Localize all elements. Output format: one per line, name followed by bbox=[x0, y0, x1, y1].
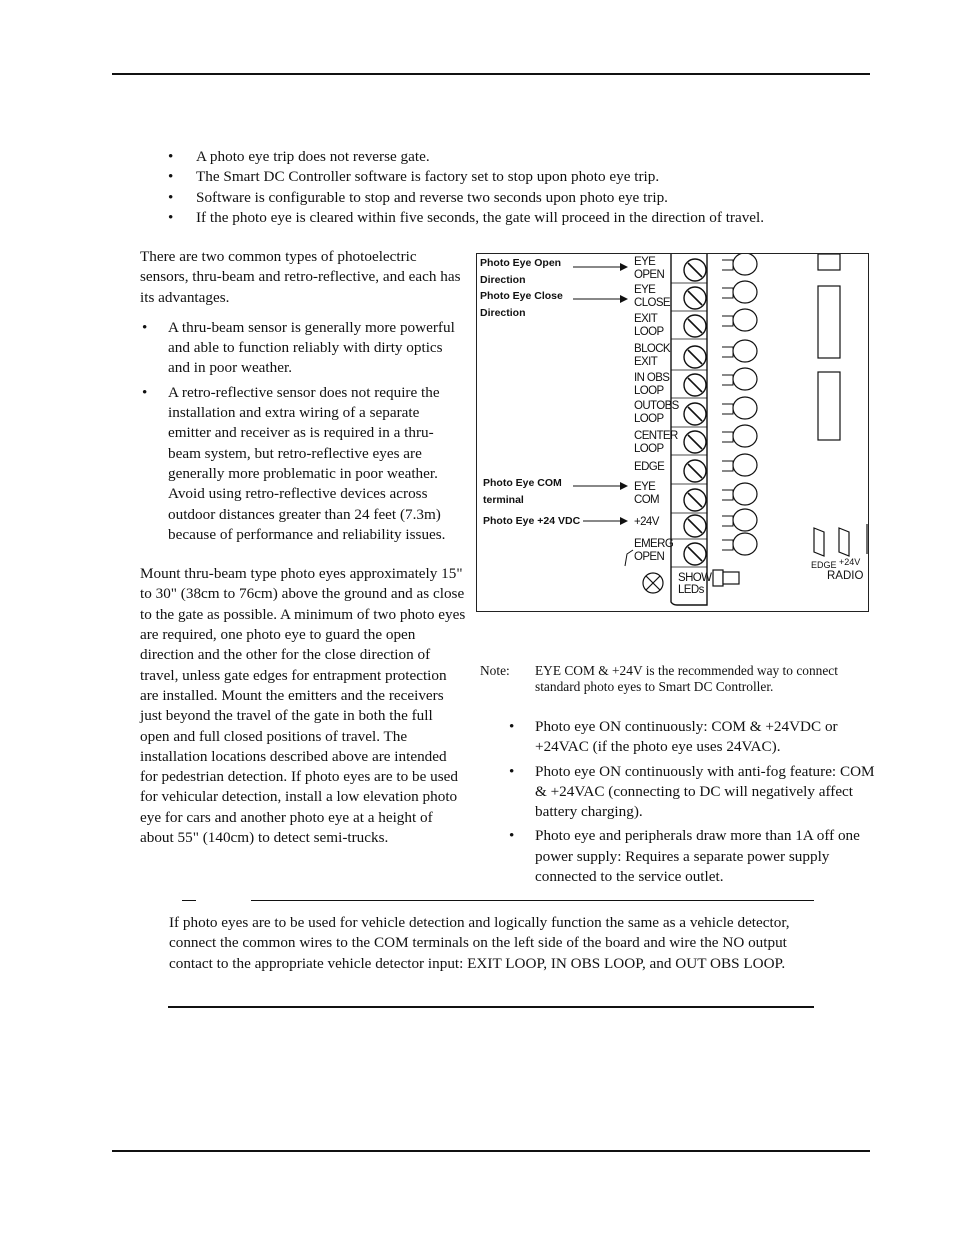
bullet-icon: • bbox=[509, 762, 515, 780]
capacitor-icon bbox=[733, 368, 757, 390]
bullet-icon: • bbox=[509, 718, 515, 735]
capacitor-lead bbox=[722, 260, 733, 270]
terminal-diagram bbox=[476, 253, 869, 612]
mounting-paragraph: Mount thru-beam type photo eyes approximately 15" to 30" (38cm to 76cm) above the ground and as close to the gate as possible. A minimum of two photo eyes are required, one photo eye to guard the open direction and the other for the close direction of travel, unless gate edges for entrapment protection are installed. Mount the emitters and the receivers just beyond the travel of the gate in both the full open and full closed positions of travel. The installation locations described above are intended for pedestrian detection. If photo eyes are to be used for vehicular detection, install a low elevation photo eye for cars and another photo eye at a height of about 55" (140cm) to detect semi-trucks. bbox=[140, 565, 466, 847]
list-item: • Photo eye and peripherals draw more than 1A off one power supply: Requires a separate power supply connected to the service outlet. bbox=[509, 827, 860, 886]
intro-paragraph: There are two common types of photoelectric sensors, thru-beam and retro-reflective, and each has its advantages. bbox=[140, 248, 461, 306]
note-label: Note: bbox=[480, 663, 510, 678]
list-item: • Software is configurable to stop and reverse two seconds upon photo eye trip. bbox=[166, 188, 866, 208]
callout-photo-eye-close: Photo Eye Close Direction bbox=[480, 290, 563, 319]
capacitor-icon bbox=[733, 533, 757, 555]
capacitor-icon bbox=[733, 309, 757, 331]
capacitor-icon bbox=[733, 397, 757, 419]
capacitor-icon bbox=[733, 254, 757, 275]
bullet-icon: • bbox=[168, 209, 174, 227]
list-item: • A thru-beam sensor is generally more powerful and able to function reliably with dirty optics and in poor weather. bbox=[142, 318, 455, 377]
capacitor-lead bbox=[722, 347, 733, 357]
capacitor-icon bbox=[733, 281, 757, 303]
terminal-label-eye-close: EYE CLOSE bbox=[634, 284, 670, 309]
capacitor-icon bbox=[733, 340, 757, 362]
callout-bottom-rule bbox=[168, 1006, 814, 1008]
terminal-label-24v: +24V bbox=[634, 516, 659, 528]
edge-radio-label: EDGE bbox=[811, 560, 837, 570]
plus24v-radio-label: +24V bbox=[839, 557, 861, 567]
capacitor-lead bbox=[722, 490, 733, 500]
bullet-icon: • bbox=[168, 148, 174, 165]
bullet-icon: • bbox=[168, 168, 174, 186]
callout-photo-eye-com: Photo Eye COM terminal bbox=[483, 477, 562, 506]
capacitor-lead bbox=[722, 288, 733, 298]
capacitor-lead bbox=[722, 540, 733, 550]
terminal-label-exit-loop: EXIT LOOP bbox=[634, 313, 664, 338]
power-options-list bbox=[507, 717, 877, 891]
terminal-label-eye-open: EYE OPEN bbox=[634, 256, 665, 281]
capacitor-lead bbox=[722, 375, 733, 385]
terminal-label-center-loop: CENTER LOOP bbox=[634, 430, 678, 455]
callout-top-rule bbox=[182, 900, 196, 901]
callout-photo-eye-24vdc: Photo Eye +24 VDC bbox=[483, 515, 581, 527]
list-item: • A photo eye trip does not reverse gate. bbox=[166, 147, 866, 167]
trip-behavior-list bbox=[166, 147, 866, 229]
left-column bbox=[140, 247, 466, 848]
header-rule bbox=[112, 73, 870, 75]
bullet-icon: • bbox=[142, 318, 148, 336]
terminal-label-block-exit: BLOCK EXIT bbox=[634, 343, 670, 368]
list-item: • The Smart DC Controller software is factory set to stop upon photo eye trip. bbox=[166, 167, 866, 187]
terminal-label-edge: EDGE bbox=[634, 461, 665, 473]
capacitor-icon bbox=[733, 454, 757, 476]
capacitor-icon bbox=[733, 425, 757, 447]
capacitor-icon bbox=[733, 483, 757, 505]
terminal-label-out-obs-loop: OUTOBS LOOP bbox=[634, 400, 679, 425]
capacitor-lead bbox=[722, 432, 733, 442]
list-item: • Photo eye ON continuously with anti-fog feature: COM & +24VAC (connecting to DC will negatively affect battery charging). bbox=[509, 762, 875, 821]
terminal-label-emerg-open: EMERG OPEN bbox=[634, 538, 674, 563]
list-item: • If the photo eye is cleared within five seconds, the gate will proceed in the direction of travel. bbox=[166, 208, 866, 228]
bullet-icon: • bbox=[509, 827, 515, 845]
callout-text: If photo eyes are to be used for vehicle detection and logically function the same as a vehicle detector, connect the common wires to the COM terminals on the left side of the board and wire the NO output contact to the appropriate vehicle detector input: EXIT LOOP, IN OBS LOOP, and OUT OBS LOOP. bbox=[169, 914, 790, 972]
capacitor-lead bbox=[722, 516, 733, 526]
capacitor-lead bbox=[722, 316, 733, 326]
note-text: EYE COM & +24V is the recommended way to connect standard photo eyes to Smart DC Controller. bbox=[535, 663, 838, 694]
footer-rule bbox=[112, 1150, 870, 1152]
capacitor-lead bbox=[722, 461, 733, 471]
list-item: • A retro-reflective sensor does not require the installation and extra wiring of a separate emitter and receiver as is required in a thru-beam system, but retro-reflective eyes are generally more problematic in poor weather. Avoid using retro-reflective devices across outdoor distances greater than 24 feet (7.3m) because of performance and reliability issues. bbox=[142, 383, 446, 543]
callout-photo-eye-open: Photo Eye Open Direction bbox=[480, 257, 562, 286]
callout-top-rule bbox=[251, 900, 814, 901]
capacitor-lead bbox=[722, 404, 733, 414]
show-leds-label: SHOW LEDs bbox=[678, 572, 712, 596]
capacitor-icon bbox=[733, 509, 757, 531]
list-item: • Photo eye ON continuously: COM & +24VDC or +24VAC (if the photo eye uses 24VAC). bbox=[509, 718, 838, 756]
bullet-icon: • bbox=[168, 188, 174, 206]
sensor-types-list bbox=[140, 318, 466, 545]
terminal-label-in-obs-loop: IN OBS LOOP bbox=[634, 372, 670, 397]
bullet-icon: • bbox=[142, 383, 148, 401]
radio-label: RADIO bbox=[827, 570, 864, 582]
terminal-label-eye-com: EYE COM bbox=[634, 481, 660, 506]
